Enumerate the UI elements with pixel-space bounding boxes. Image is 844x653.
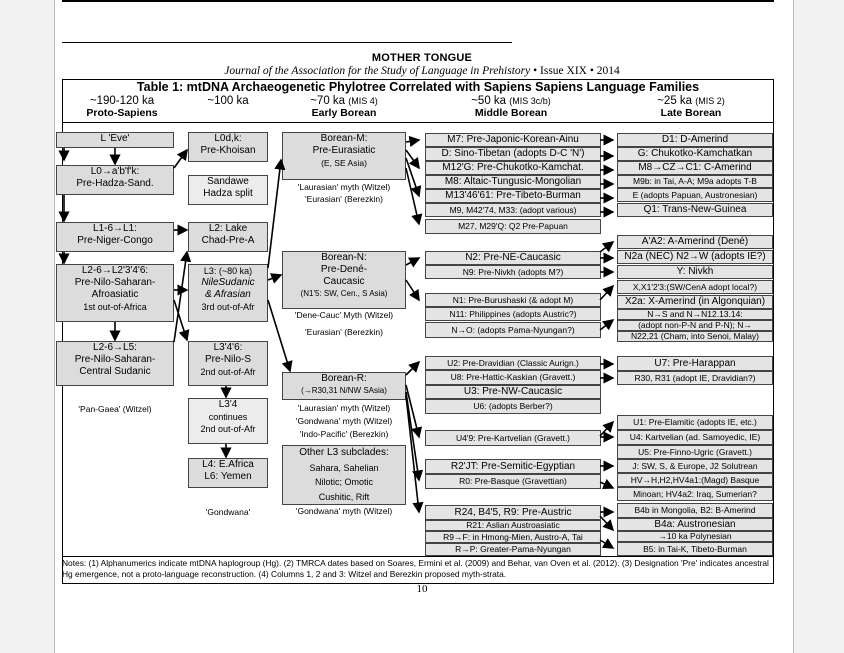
col4-entry: U6: (adopts Berber?) bbox=[425, 399, 601, 414]
note-gondwana-col3: 'Gondwana' myth (Witzel) bbox=[295, 506, 393, 516]
col5-entry: Minoan; HV4a2: Iraq, Sumerian? bbox=[617, 487, 773, 501]
note-bn-2: 'Eurasian' (Berezkin) bbox=[305, 327, 383, 337]
col5-entry: HV→H,H2,HV4a1:(Magd) Basque bbox=[617, 473, 773, 487]
col5-entry: M8→CZ→C1: C-Amerind bbox=[617, 161, 773, 175]
col5-entry: R30, R31 (adopt IE, Dravidian?) bbox=[617, 371, 773, 385]
col5-entry: X2a: X-Amerind (in Algonquian) bbox=[617, 295, 773, 309]
col5-entry: B4a: Austronesian bbox=[617, 518, 773, 531]
col4-entry: R→P: Greater-Pama-Nyungan bbox=[425, 543, 601, 556]
note-gondwana-col2: 'Gondwana' bbox=[205, 507, 251, 517]
col5-entry: X,X1'2'3:(SW/CenA adopt local?) bbox=[617, 280, 773, 294]
box-l346: L3'4'6: Pre-Nilo-S 2nd out-of-Afr bbox=[188, 341, 268, 386]
box-l-eve: L 'Eve' bbox=[56, 132, 174, 148]
box-l3: L3: (~80 ka) NileSudanic & Afrasian 3rd out-of-Afr bbox=[188, 264, 268, 322]
col4-entry: N2: Pre-NE-Caucasic bbox=[425, 251, 601, 265]
col5-entry: U5: Pre-Finno-Ugric (Gravett.) bbox=[617, 445, 773, 459]
col5-entry: Y: Nivkh bbox=[617, 265, 773, 279]
col5-entry: (adopt non-P-N and P-N); N→ bbox=[617, 320, 773, 331]
col5-entry: E (adopts Papuan, Austronesian) bbox=[617, 188, 773, 202]
col5-entry: N2a (NEC) N2→W (adopts IE?) bbox=[617, 250, 773, 264]
journal-subtitle: Journal of the Association for the Study of Language in Prehistory • Issue XIX • 2014 bbox=[224, 65, 620, 77]
col5-entry: N→S and N→N12.13.14: bbox=[617, 309, 773, 320]
col4-entry: R24, B4'5, R9: Pre-Austric bbox=[425, 505, 601, 520]
col4-entry: U2: Pre-Dravidian (Classic Aurign.) bbox=[425, 356, 601, 370]
col4-entry: R21: Aslian Austroasiatic bbox=[425, 520, 601, 531]
journal-title: MOTHER TONGUE bbox=[371, 52, 473, 64]
col5-entry: M9b: in Tai, A-A; M9a adopts T-B bbox=[617, 175, 773, 188]
note-br-1: 'Laurasian' myth (Witzel) bbox=[297, 403, 391, 413]
col4-entry: M27, M29'Q: Q2 Pre-Papuan bbox=[425, 219, 601, 234]
box-l2: L2: Lake Chad-Pre-A bbox=[188, 222, 268, 252]
table-notes: Notes: (1) Alphanumerics indicate mtDNA haplogroup (Hg). (2) TMRCA dates based on Soares, Ermini et al. (2009) and Behar, van Oven et al. (2012). (3) Designation 'Pre' indicates ancestral Hg emergence, not a proto-language reconstruction. (4) Columns 1, 2 and 3: Witzel and Berezkin proposed myth-strata. bbox=[62, 556, 774, 579]
col4-entry: R2'JT: Pre-Semitic-Egyptian bbox=[425, 459, 601, 474]
col5-entry: B5: in Tai-K, Tibeto-Burman bbox=[617, 542, 773, 556]
box-borean-r: Borean-R: (→R30,31 N/NW SAsia) bbox=[282, 372, 406, 400]
col5-entry: U1: Pre-Elamitic (adopts IE, etc.) bbox=[617, 415, 773, 430]
note-bn-1: 'Dene-Cauc' Myth (Witzel) bbox=[294, 310, 394, 320]
box-l34: L3'4 continues 2nd out-of-Afr bbox=[188, 398, 268, 444]
note-bm-1: 'Laurasian' myth (Witzel) bbox=[297, 182, 391, 192]
col4-entry: U8: Pre-Hattic-Kaskian (Gravett.) bbox=[425, 370, 601, 385]
col4-entry: M7: Pre-Japonic-Korean-Ainu bbox=[425, 133, 601, 147]
col4-entry: N1: Pre-Burushaski (& adopt M) bbox=[425, 293, 601, 307]
box-sandawe: Sandawe Hadza split bbox=[188, 175, 268, 205]
col5-entry: U7: Pre-Harappan bbox=[617, 356, 773, 371]
box-l1-6: L1-6→L1: Pre-Niger-Congo bbox=[56, 222, 174, 252]
col4-entry: N→O: (adopts Pama-Nyungan?) bbox=[425, 322, 601, 338]
note-br-3: 'Indo-Pacific' (Berezkin) bbox=[299, 429, 389, 439]
col4-entry: M12'G: Pre-Chukotko-Kamchat. bbox=[425, 161, 601, 175]
note-pangaea: 'Pan-Gaea' (Witzel) bbox=[78, 404, 152, 414]
box-borean-m: Borean-M: Pre-Eurasiatic (E, SE Asia) bbox=[282, 132, 406, 180]
box-borean-n: Borean-N: Pre-Dené- Caucasic (N1'5: SW, Cen., S Asia) bbox=[282, 251, 406, 309]
col5-entry: J: SW, S, & Europe, J2 Solutrean bbox=[617, 459, 773, 473]
page-number: 10 bbox=[416, 583, 428, 595]
col5-entry: G: Chukotko-Kamchatkan bbox=[617, 147, 773, 161]
col-header-4: ~50 ka (MIS 3c/b) Middle Borean bbox=[471, 95, 551, 119]
col5-entry: Q1: Trans-New-Guinea bbox=[617, 203, 773, 217]
col5-entry: →10 ka Polynesian bbox=[617, 531, 773, 542]
col5-entry: N22,21 (Cham, into Senoi, Malay) bbox=[617, 331, 773, 342]
col5-entry: U4: Kartvelian (ad. Samoyedic, IE) bbox=[617, 430, 773, 445]
box-l4-l6: L4: E.Africa L6: Yemen bbox=[188, 458, 268, 488]
col4-entry: N11: Philippines (adopts Austric?) bbox=[425, 307, 601, 321]
note-br-2: 'Gondwana' myth (Witzel) bbox=[295, 416, 393, 426]
col4-entry: U3: Pre-NW-Caucasic bbox=[425, 385, 601, 399]
col-header-2: ~100 ka bbox=[207, 95, 249, 107]
col4-entry: R9→F: in Hmong-Mien, Austro-A, Tai bbox=[425, 531, 601, 543]
col-header-5: ~25 ka (MIS 2) Late Borean bbox=[657, 95, 725, 119]
col-header-1: ~190-120 ka Proto-Sapiens bbox=[86, 95, 158, 119]
col5-entry: B4b in Mongolia, B2: B-Amerind bbox=[617, 503, 773, 518]
note-bm-2: 'Eurasian' (Berezkin) bbox=[305, 194, 383, 204]
col4-entry: N9: Pre-Nivkh (adopts M?) bbox=[425, 265, 601, 279]
col4-entry: M8: Altaic-Tungusic-Mongolian bbox=[425, 175, 601, 189]
col4-entry: D: Sino-Tibetan (adopts D-C 'N') bbox=[425, 147, 601, 161]
col5-entry: A'A2: A-Amerind (Dené) bbox=[617, 235, 773, 249]
col4-entry: R0: Pre-Basque (Gravettian) bbox=[425, 474, 601, 489]
box-l5: L2-6→L5: Pre-Nilo-Saharan- Central Sudanic bbox=[56, 341, 174, 386]
col5-entry: D1: D-Amerind bbox=[617, 133, 773, 147]
col-header-3: ~70 ka (MIS 4) Early Borean bbox=[310, 95, 378, 119]
box-l2-6: L2-6→L2'3'4'6: Pre-Nilo-Saharan- Afroasiatic 1st out-of-Africa bbox=[56, 264, 174, 322]
box-other-l3: Other L3 subclades: Sahara, Sahelian Nilotic; Omotic Cushitic, Rift bbox=[282, 445, 406, 505]
box-l0dk: L0d,k: Pre-Khoisan bbox=[188, 132, 268, 162]
table-title: Table 1: mtDNA Archaeogenetic Phylotree Correlated with Sapiens Sapiens Language Families bbox=[136, 80, 700, 94]
col4-entry: M13'46'61: Pre-Tibeto-Burman bbox=[425, 189, 601, 203]
box-l0: L0→a'b'f'k: Pre-Hadza-Sand. bbox=[56, 165, 174, 195]
col4-entry: U4'9: Pre-Kartvelian (Gravett.) bbox=[425, 430, 601, 446]
col4-entry: M9, M42'74, M33: (adopt various) bbox=[425, 203, 601, 217]
